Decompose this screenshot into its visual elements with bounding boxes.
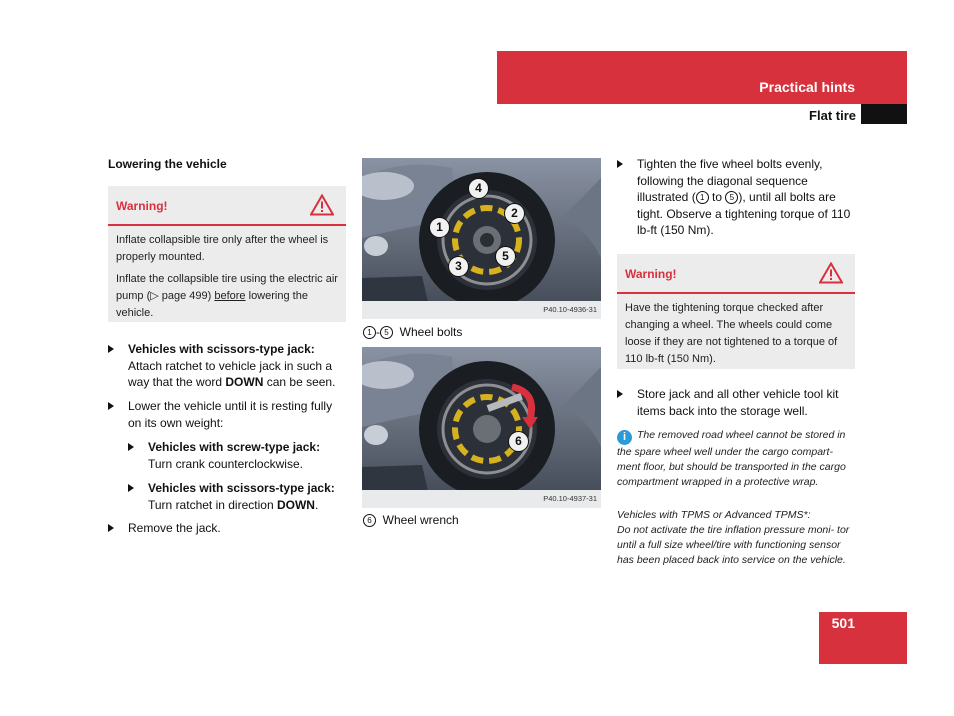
bullet-arrow-icon xyxy=(617,160,623,168)
warning-header xyxy=(617,254,855,294)
step-text: Store jack and all other vehicle tool kit items back into the storage well. xyxy=(637,387,839,418)
step-label: Vehicles with scissors-type jack: xyxy=(148,481,335,495)
callout-2: 2 xyxy=(504,203,525,224)
figure-wheel-wrench xyxy=(362,347,601,508)
caption-number-1: 1 xyxy=(363,326,376,339)
warning-box-1 xyxy=(108,186,346,322)
bullet-arrow-icon xyxy=(108,524,114,532)
warning-body: Have the tightening torque checked after changing a wheel. The wheels could come loose if they are not tightened to a torque of 110 lb-ft (150 Nm). xyxy=(625,302,838,365)
info-note-text: The removed road wheel cannot be stored in the spare wheel well under the cargo compart- ment floor, but should be transported in the cargo compartment wrapped in a protective wrap. xyxy=(617,429,846,488)
warning-triangle-icon xyxy=(310,194,334,216)
caption-number-6: 6 xyxy=(363,514,376,527)
step-text: Turn crank counterclockwise. xyxy=(148,456,303,471)
info-icon: i xyxy=(617,430,632,445)
sequence-number-5: 5 xyxy=(725,191,738,204)
callout-5: 5 xyxy=(495,246,516,267)
step-text-mid: to xyxy=(708,190,726,204)
step-text: Tighten the five wheel bolts evenly, following the diagonal sequence illustrated ( xyxy=(637,157,823,204)
info-note xyxy=(617,428,857,490)
tpms-note xyxy=(617,508,857,568)
warning-text-2-a: Inflate the collapsible tire using the electric air pump (▷ page 499) xyxy=(116,273,338,302)
figure-code: P40.10-4936-31 xyxy=(543,305,597,314)
step-label: Vehicles with screw-type jack: xyxy=(148,440,321,454)
figure-2-caption xyxy=(363,513,459,527)
tpms-note-title: Vehicles with TPMS or Advanced TPMS*: xyxy=(617,509,811,521)
warning-box-2 xyxy=(617,254,855,369)
step-text: Turn ratchet in direction xyxy=(148,497,277,512)
warning-label: Warning! xyxy=(625,267,677,281)
wheel-wrench-illustration xyxy=(362,347,601,508)
warning-body xyxy=(108,226,346,333)
callout-1: 1 xyxy=(429,217,450,238)
bullet-arrow-icon xyxy=(128,484,134,492)
caption-text: Wheel wrench xyxy=(382,513,459,527)
sequence-number-1: 1 xyxy=(696,191,709,204)
subsection-marker xyxy=(861,104,907,124)
section-title: Practical hints xyxy=(759,79,855,95)
warning-triangle-icon xyxy=(819,262,843,284)
tpms-note-text: Do not activate the tire inflation pressure moni- tor until a full size wheel/tire with functioning sensor has been placed back into service on the vehicle. xyxy=(617,524,850,566)
bullet-arrow-icon xyxy=(108,345,114,353)
step-scissors-jack xyxy=(108,341,348,391)
subsection-title: Flat tire xyxy=(809,108,856,123)
warning-label: Warning! xyxy=(116,199,168,213)
page-number: 501 xyxy=(831,615,855,631)
step-store-jack xyxy=(617,386,857,419)
step-text: Lower the vehicle until it is resting fully on its own weight: xyxy=(128,399,333,430)
figure-code: P40.10-4937-31 xyxy=(543,494,597,503)
bullet-arrow-icon xyxy=(617,390,623,398)
step-text-end: ), until all bolts are tight. Observe a tightening torque of 110 lb-ft (150 Nm). xyxy=(637,190,851,237)
step-text-end: can be seen. xyxy=(263,375,336,389)
heading-lowering-vehicle: Lowering the vehicle xyxy=(108,157,227,171)
step-keyword: DOWN xyxy=(276,497,315,512)
caption-number-5: 5 xyxy=(380,326,393,339)
callout-3: 3 xyxy=(448,256,469,277)
warning-text-2-b: lowering the vehicle. xyxy=(116,290,308,319)
step-text-end: . xyxy=(314,497,319,512)
figure-1-caption xyxy=(363,325,462,339)
warning-text-2-emphasis: before xyxy=(214,290,246,302)
step-keyword: DOWN xyxy=(225,375,264,389)
step-lower-vehicle xyxy=(108,398,348,431)
bullet-arrow-icon xyxy=(108,402,114,410)
warning-header xyxy=(108,186,346,226)
callout-6: 6 xyxy=(508,431,529,452)
figure-wheel-bolts xyxy=(362,158,601,319)
step-tighten-bolts xyxy=(617,156,857,239)
warning-text-2 xyxy=(116,271,338,322)
substep-scissors-jack xyxy=(128,480,350,513)
substep-screw-jack xyxy=(128,439,350,472)
callout-4: 4 xyxy=(468,178,489,199)
header-banner xyxy=(497,51,907,104)
bullet-arrow-icon xyxy=(128,443,134,451)
caption-dash: - xyxy=(376,325,380,339)
step-text: Remove the jack. xyxy=(128,521,221,535)
caption-text: Wheel bolts xyxy=(399,325,463,339)
warning-text-1: Inflate collapsible tire only after the wheel is properly mounted. xyxy=(116,234,329,263)
step-remove-jack xyxy=(108,520,348,537)
step-text: Attach ratchet to vehicle jack in such a way that the word xyxy=(128,358,333,389)
step-label: Vehicles with scissors-type jack: xyxy=(128,342,315,356)
